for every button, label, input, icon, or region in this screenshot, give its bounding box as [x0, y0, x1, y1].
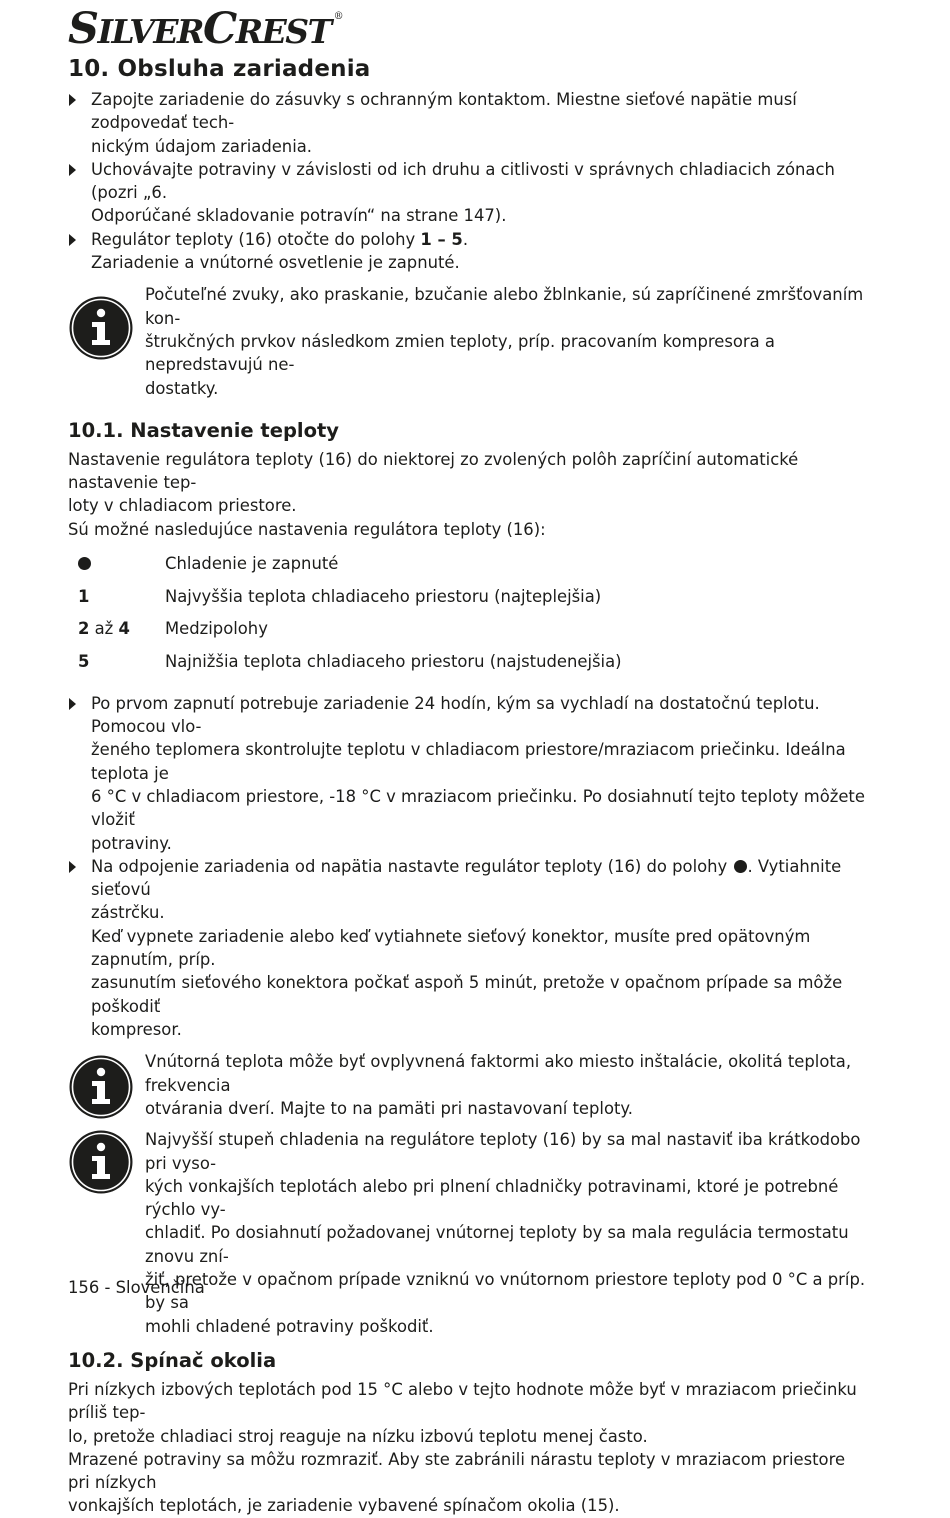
page-footer: 156 - Slovenčina	[68, 1278, 205, 1297]
page-content: 10. Obsluha zariadenia Zapojte zariadenie do zásuvky s ochranným kontaktom. Miestne sieťové napätie musí zodpovedať tech- nickým údajom zariadenia. Uchovávajte potraviny v závislosti od ich druhu a citlivosti v správnych chladiacich zónach (pozri „6. Odporúčané skladovanie potravín“ na strane 147). Regulátor teploty (16) otočte do polohy 1 – 5. Zariadenie a vnútorné osvetlenie je zapnuté. Počuteľné zvuky, ako praskanie, bzučanie alebo žblnkanie, sú zapríčinené zmršťovaním kon- štrukčných prvkov následkom zmien teploty, príp. pracovaním kompresora a nepredstavujú ne- dostatky. 10.1. Nastavenie teploty Nastavenie regulátora teploty (16) do niektorej zo zvolených polôh zapríčiní automatické nastavenie tep- loty v chladiacom priestore. Sú možné nasledujúce nastavenia regulátora teploty (16): Chladenie je zapnuté 1 Najvyššia teplota chladiaceho priestoru (najteplejšia) 2 až 4 Medzipolohy 5 Najnižšia teplota chladiaceho priestoru (najstudenejšia) Po prvom zapnutí potrebuje zariadenie 24 hodín, kým sa vychladí na dostatočnú teplotu. Pomocou vlo- ženého teplomera skontrolujte teplotu v chladiacom priestore/mraziacom priečinku. Ideálna teplota je 6 °C v chladiacom priestore, -18 °C v mraziacom priečinku. Po dosiahnutí tejto teploty môžete vložiť potraviny. Na odpojenie zariadenia od napätia nastavte regulátor teploty (16) do polohy . Vytiahnite sieťovú zástrčku. Keď vypnete zariadenie alebo keď vytiahnete sieťový konektor, musíte pred opätovným zapnutím, príp. zasunutím sieťového konektora počkať aspoň 5 minút, pretože v opačnom prípade sa môže poškodiť kompresor. Vnútorná teplota môže byť ovplyvnená faktormi ako miesto inštalácie, okolitá teplota, frekvencia otvárania dverí. Majte to na pamäti pri nastavovaní teploty. Najvyšší stupeň chladenia na regulátore teploty (16) by sa mal nastaviť iba krátkodobo pri vyso- kých vonkajších teplotách alebo pri plnení chladničky potravinami, ktoré je potrebné rýchlo vy- chladiť. Po dosiahnutí požadovanej vnútornej teploty by sa mala regulácia termostatu znovu zní- žiť, pretože v opačnom prípade vzniknú vo vnútornom priestore teploty pod 0 °C a príp. by sa mohli chladené potraviny poškodiť. 10.2. Spínač okolia Pri nízkych izbových teplotách pod 15 °C alebo v tejto hodnote môže byť v mraziacom priečinku príliš tep- lo, pretože chladiaci stroj reaguje na nízku izbovú teplotu menej často. Mrazené potraviny sa môžu rozmraziť. Aby ste zabránili nárastu teploty v mraziacom priestore pri nízkych vonkajších teplotách, je zariadenie vybavené spínačom okolia (15).	[68, 52, 868, 1518]
table-row: Chladenie je zapnuté	[68, 547, 622, 580]
dot-position-icon	[734, 860, 747, 873]
info-icon	[68, 1054, 134, 1120]
triangle-bullet-icon	[69, 94, 76, 106]
table-row: 2 až 4 Medzipolohy	[78, 619, 268, 639]
info-icon	[68, 295, 134, 361]
subsection-title: 10.2. Spínač okolia	[68, 1348, 277, 1372]
brand-logo: SILVERCREST ®	[68, 4, 344, 54]
triangle-bullet-icon	[69, 861, 76, 873]
bullet-list	[68, 692, 868, 1041]
info-note: Najvyšší stupeň chladenia na regulátore teploty (16) by sa mal nastaviť iba krátkodobo pri vyso- kých vonkajších teplotách alebo pri plnení chladničky potravinami, ktoré je potrebné rýchlo vy- chladiť. Po dosiahnutí požadovanej vnútornej teploty by sa mala regulácia termostatu znovu zní- žiť, pretože v opačnom prípade vzniknú vo vnútornom priestore teploty pod 0 °C a príp. by sa mohli chladené potraviny poškodiť.	[68, 1128, 868, 1338]
table-row: 1 Najvyššia teplota chladiaceho priestoru (najteplejšia)	[78, 586, 602, 606]
triangle-bullet-icon	[69, 698, 76, 710]
info-note: Vnútorná teplota môže byť ovplyvnená faktormi ako miesto inštalácie, okolitá teplota, frekvencia otvárania dverí. Majte to na pamäti pri nastavovaní teploty.	[68, 1050, 868, 1118]
table-row: 5 Najnižšia teplota chladiaceho priestoru (najstudenejšia)	[78, 651, 622, 671]
list-item: Uchovávajte potraviny v závislosti od ich druhu a citlivosti v správnych chladiacich zónach (pozri „6. Odporúčané skladovanie potravín“ na strane 147).	[68, 158, 868, 228]
list-item: Na odpojenie zariadenia od napätia nastavte regulátor teploty (16) do polohy . Vytiahnite sieťovú zástrčku. Keď vypnete zariadenie alebo keď vytiahnete sieťový konektor, musíte pred opätovným zapnutím, príp. zasunutím sieťového konektora počkať aspoň 5 minút, pretože v opačnom prípade sa môže poškodiť kompresor.	[68, 855, 868, 1041]
list-item: Po prvom zapnutí potrebuje zariadenie 24 hodín, kým sa vychladí na dostatočnú teplotu. Pomocou vlo- ženého teplomera skontrolujte teplotu v chladiacom priestore/mraziacom priečinku. Ideálna teplota je 6 °C v chladiacom priestore, -18 °C v mraziacom priečinku. Po dosiahnutí tejto teploty môžete vložiť potraviny.	[68, 692, 868, 855]
list-item: Zapojte zariadenie do zásuvky s ochranným kontaktom. Miestne sieťové napätie musí zodpovedať tech- nickým údajom zariadenia.	[68, 88, 868, 158]
section-title: 10. Obsluha zariadenia	[68, 56, 371, 82]
triangle-bullet-icon	[69, 164, 76, 176]
settings-table	[68, 547, 622, 678]
info-icon	[68, 1129, 134, 1195]
dot-position-icon	[78, 557, 91, 570]
bullet-list	[68, 88, 868, 274]
info-note: Počuteľné zvuky, ako praskanie, bzučanie alebo žblnkanie, sú zapríčinené zmršťovaním kon- štrukčných prvkov následkom zmien teploty, príp. pracovaním kompresora a nepredstavujú ne- dostatky.	[68, 283, 868, 399]
subsection-title: 10.1. Nastavenie teploty	[68, 418, 340, 442]
list-item: Regulátor teploty (16) otočte do polohy 1 – 5. Zariadenie a vnútorné osvetlenie je zapnuté.	[68, 228, 868, 275]
triangle-bullet-icon	[69, 234, 76, 246]
